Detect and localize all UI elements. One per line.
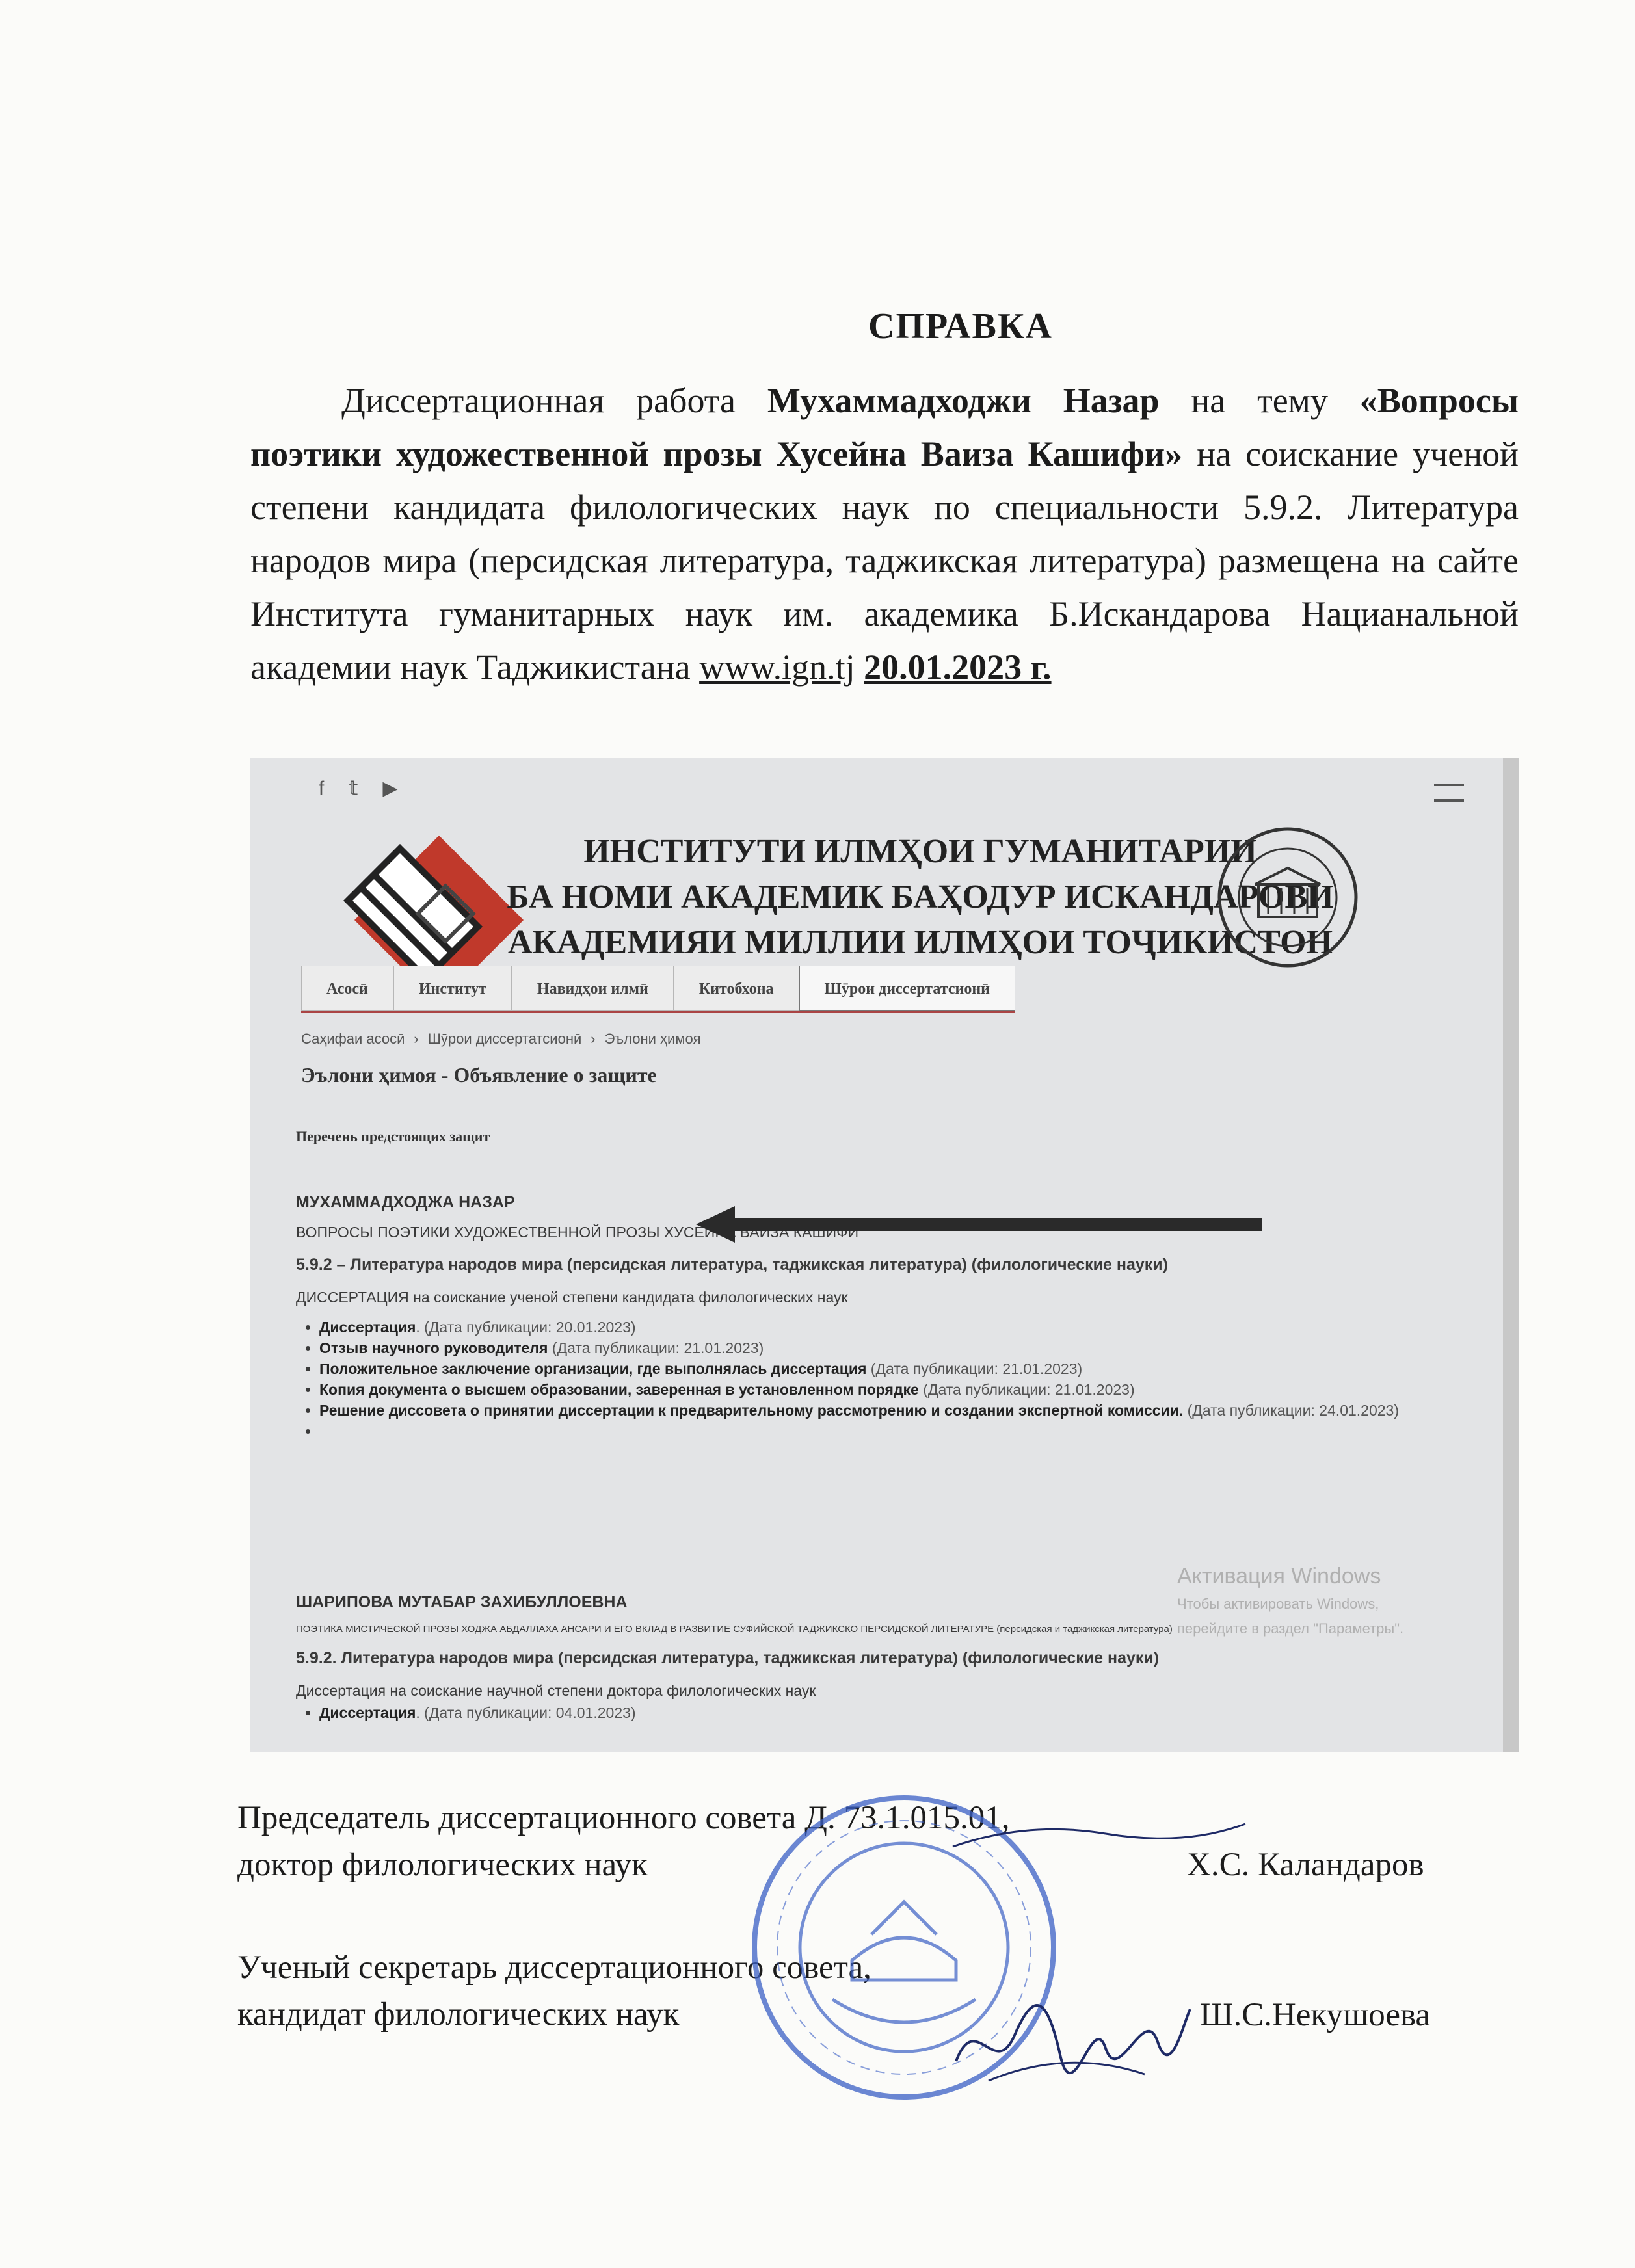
entry-speciality: 5.9.2 – Литература народов мира (персидская литература, таджикская литература) (филологические науки)	[296, 1256, 1169, 1274]
document-date: (Дата публикации: 21.01.2023)	[548, 1339, 764, 1356]
list-item-empty	[319, 1421, 1454, 1442]
entry-topic-text: ПОЭТИКА МИСТИЧЕСКОЙ ПРОЗЫ ХОДЖА АБДАЛЛАХА АНСАРИ И ЕГО ВКЛАД В РАЗВИТИЕ СУФИЙСКОЙ ТАДЖИКСКО ПЕРСИДСКОЙ ЛИТЕРАТУРЕ	[296, 1624, 994, 1635]
youtube-icon: ▶	[382, 778, 423, 799]
document-date: . (Дата публикации: 04.01.2023)	[416, 1704, 636, 1721]
document-date: (Дата публикации: 21.01.2023)	[918, 1381, 1135, 1398]
windows-activation-watermark	[1177, 1564, 1403, 1639]
list-item	[319, 1338, 1454, 1358]
chair-title: Председатель диссертационного совета Д. 73.1.015.01,	[237, 1800, 1010, 1836]
entry-person: МУХАММАДХОДЖА НАЗАР	[296, 1193, 515, 1211]
nav-dissertation-council[interactable]: Шӯрои диссертатсионӣ	[799, 966, 1015, 1011]
entry-speciality: 5.9.2. Литература народов мира (персидская литература, таджикская литература) (филологические науки)	[296, 1649, 1160, 1667]
site-link[interactable]: www.ign.tj	[699, 648, 855, 687]
secretary-name: Ш.С.Некушоева	[1200, 1997, 1431, 2033]
nav-news[interactable]: Навидҳои илмӣ	[512, 966, 674, 1011]
nav-institute[interactable]: Институт	[393, 966, 512, 1011]
entry-kind: Диссертация на соискание научной степени доктора филологических наук	[296, 1682, 816, 1699]
breadcrumb	[301, 1031, 701, 1048]
entry-kind: ДИССЕРТАЦИЯ на соискание ученой степени кандидата филологических наук	[296, 1289, 848, 1306]
nav-library[interactable]: Китобхона	[674, 966, 799, 1011]
chair-degree: доктор филологических наук	[237, 1847, 648, 1883]
website-screenshot	[250, 758, 1519, 1752]
entry-documents	[296, 1317, 1454, 1442]
entry-person: ШАРИПОВА МУТАБАР ЗАХИБУЛЛОЕВНА	[296, 1593, 628, 1611]
facebook-icon: f	[319, 778, 349, 799]
document-link[interactable]: Решение диссовета о принятии диссертации к предварительному рассмотрению и создании экспертной комиссии.	[319, 1402, 1184, 1419]
document-link[interactable]: Копия документа о высшем образовании, заверенная в установленном порядке	[319, 1381, 919, 1398]
watermark-line1: Активация Windows	[1177, 1564, 1381, 1589]
document-link[interactable]: Отзыв научного руководителя	[319, 1339, 548, 1356]
breadcrumb-home[interactable]: Саҳифаи асосӣ	[301, 1031, 405, 1047]
watermark-line2: Чтобы активировать Windows,	[1177, 1596, 1379, 1612]
list-heading: Перечень предстоящих защит	[296, 1128, 490, 1144]
breadcrumb-council[interactable]: Шӯрои диссертатсионӣ	[427, 1031, 582, 1047]
secretary-title: Ученый секретарь диссертационного совета,	[237, 1949, 871, 1986]
arrow-left-icon	[696, 1206, 1262, 1243]
breadcrumb-separator-icon: ›	[591, 1031, 596, 1047]
institute-name-line3: АКАДЕМИЯИ МИЛЛИИ ИЛМҲОИ ТОҶИКИСТОН	[507, 924, 1333, 961]
breadcrumb-current: Эълони ҳимоя	[604, 1031, 701, 1047]
chair-signature-icon	[950, 1814, 1249, 1853]
list-item	[319, 1702, 1454, 1723]
secretary-degree: кандидат филологических наук	[237, 1996, 680, 2033]
document-date: . (Дата публикации: 20.01.2023)	[416, 1319, 636, 1336]
breadcrumb-separator-icon: ›	[414, 1031, 419, 1047]
document-date: (Дата публикации: 24.01.2023)	[1183, 1402, 1399, 1419]
para-text-1: Диссертационная работа	[341, 381, 767, 420]
list-item	[319, 1317, 1454, 1338]
para-text-2: на тему	[1159, 381, 1360, 420]
document-link[interactable]: Диссертация	[319, 1319, 416, 1336]
document-link[interactable]: Положительное заключение организации, где выполнялась диссертация	[319, 1360, 867, 1377]
twitter-icon: 𝕥	[349, 778, 383, 799]
document-paragraph	[250, 374, 1519, 694]
publication-date: 20.01.2023 г.	[864, 648, 1052, 687]
dissertation-topic: «Вопросы поэтики художественной прозы Хусейна Ваиза Кашифи»	[250, 381, 1519, 473]
nav-home[interactable]: Асосӣ	[301, 966, 393, 1011]
chair-name: Х.С. Каландаров	[1187, 1847, 1424, 1883]
entry-topic: ВОПРОСЫ ПОЭТИКИ ХУДОЖЕСТВЕННОЙ ПРОЗЫ ХУСЕЙНА ВАИЗА КАШИФИ	[296, 1224, 859, 1241]
institute-name-line1: ИНСТИТУТИ ИЛМҲОИ ГУМАНИТАРИИ	[583, 833, 1257, 870]
social-icons	[319, 777, 422, 800]
entry-topic-note: (персидская и таджикская литература)	[994, 1624, 1173, 1635]
author-name: Мухаммадходжи Назар	[767, 381, 1160, 420]
institute-name-line2: БА НОМИ АКАДЕМИК БАҲОДУР ИСКАНДАРОВИ	[507, 878, 1334, 916]
list-item	[319, 1400, 1454, 1421]
secretary-signature-icon	[950, 1983, 1197, 2094]
academy-seal-icon	[1213, 823, 1362, 972]
list-item	[319, 1379, 1454, 1400]
document-link[interactable]: Диссертация	[319, 1704, 416, 1721]
para-text-3: на соискание ученой степени кандидата филологических наук по специальности 5.9.2. Литература народов мира (персидская литература, таджикская литература) размещена на сайте Института гуманитарных наук им. академика Б.Искандарова Нацианальной академии наук Таджикистана	[250, 434, 1519, 687]
watermark-line3: перейдите в раздел "Параметры".	[1177, 1620, 1404, 1637]
page-heading: Эълони ҳимоя - Объявление о защите	[301, 1063, 657, 1087]
document-date: (Дата публикации: 21.01.2023)	[866, 1360, 1083, 1377]
document-title: СПРАВКА	[868, 306, 1053, 347]
hamburger-menu-icon	[1434, 784, 1464, 802]
site-nav	[301, 966, 1015, 1013]
list-item	[319, 1358, 1454, 1379]
entry-documents	[296, 1702, 1454, 1723]
